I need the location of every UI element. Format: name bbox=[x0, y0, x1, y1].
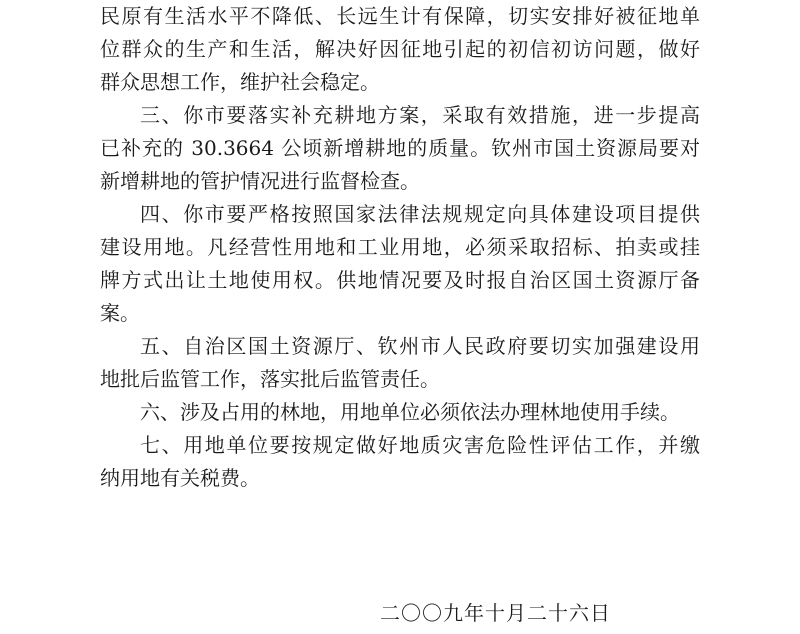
text-line: 群众思想工作，维护社会稳定。 bbox=[100, 70, 380, 94]
text-line: 建设用地。凡经营性用地和工业用地，必须采取招标、拍卖或挂 bbox=[100, 235, 700, 259]
text-line: 已补充的 30.3664 公顷新增耕地的质量。钦州市国土资源局要对 bbox=[100, 136, 700, 160]
text-line: 纳用地有关税费。 bbox=[100, 466, 260, 490]
text-line: 牌方式出让土地使用权。供地情况要及时报自治区国土资源厅备 bbox=[100, 268, 700, 292]
text-line: 三、你市要落实补充耕地方案，采取有效措施，进一步提高 bbox=[140, 103, 700, 127]
text-line: 四、你市要严格按照国家法律法规规定向具体建设项目提供 bbox=[140, 202, 700, 226]
text-line: 民原有生活水平不降低、长远生计有保障，切实安排好被征地单 bbox=[100, 4, 700, 28]
text-line: 七、用地单位要按规定做好地质灾害危险性评估工作，并缴 bbox=[140, 433, 700, 457]
text-line: 案。 bbox=[100, 301, 140, 325]
text-line: 位群众的生产和生活，解决好因征地引起的初信初访问题，做好 bbox=[100, 37, 700, 61]
text-line: 新增耕地的管护情况进行监督检查。 bbox=[100, 169, 420, 193]
text-line: 六、涉及占用的林地，用地单位必须依法办理林地使用手续。 bbox=[140, 400, 680, 424]
document-body bbox=[100, 0, 700, 495]
text-line: 五、自治区国土资源厅、钦州市人民政府要切实加强建设用 bbox=[140, 334, 700, 358]
text-line: 地批后监管工作，落实批后监管责任。 bbox=[100, 367, 440, 391]
document-date: 二〇〇九年十月二十六日 bbox=[380, 601, 611, 625]
